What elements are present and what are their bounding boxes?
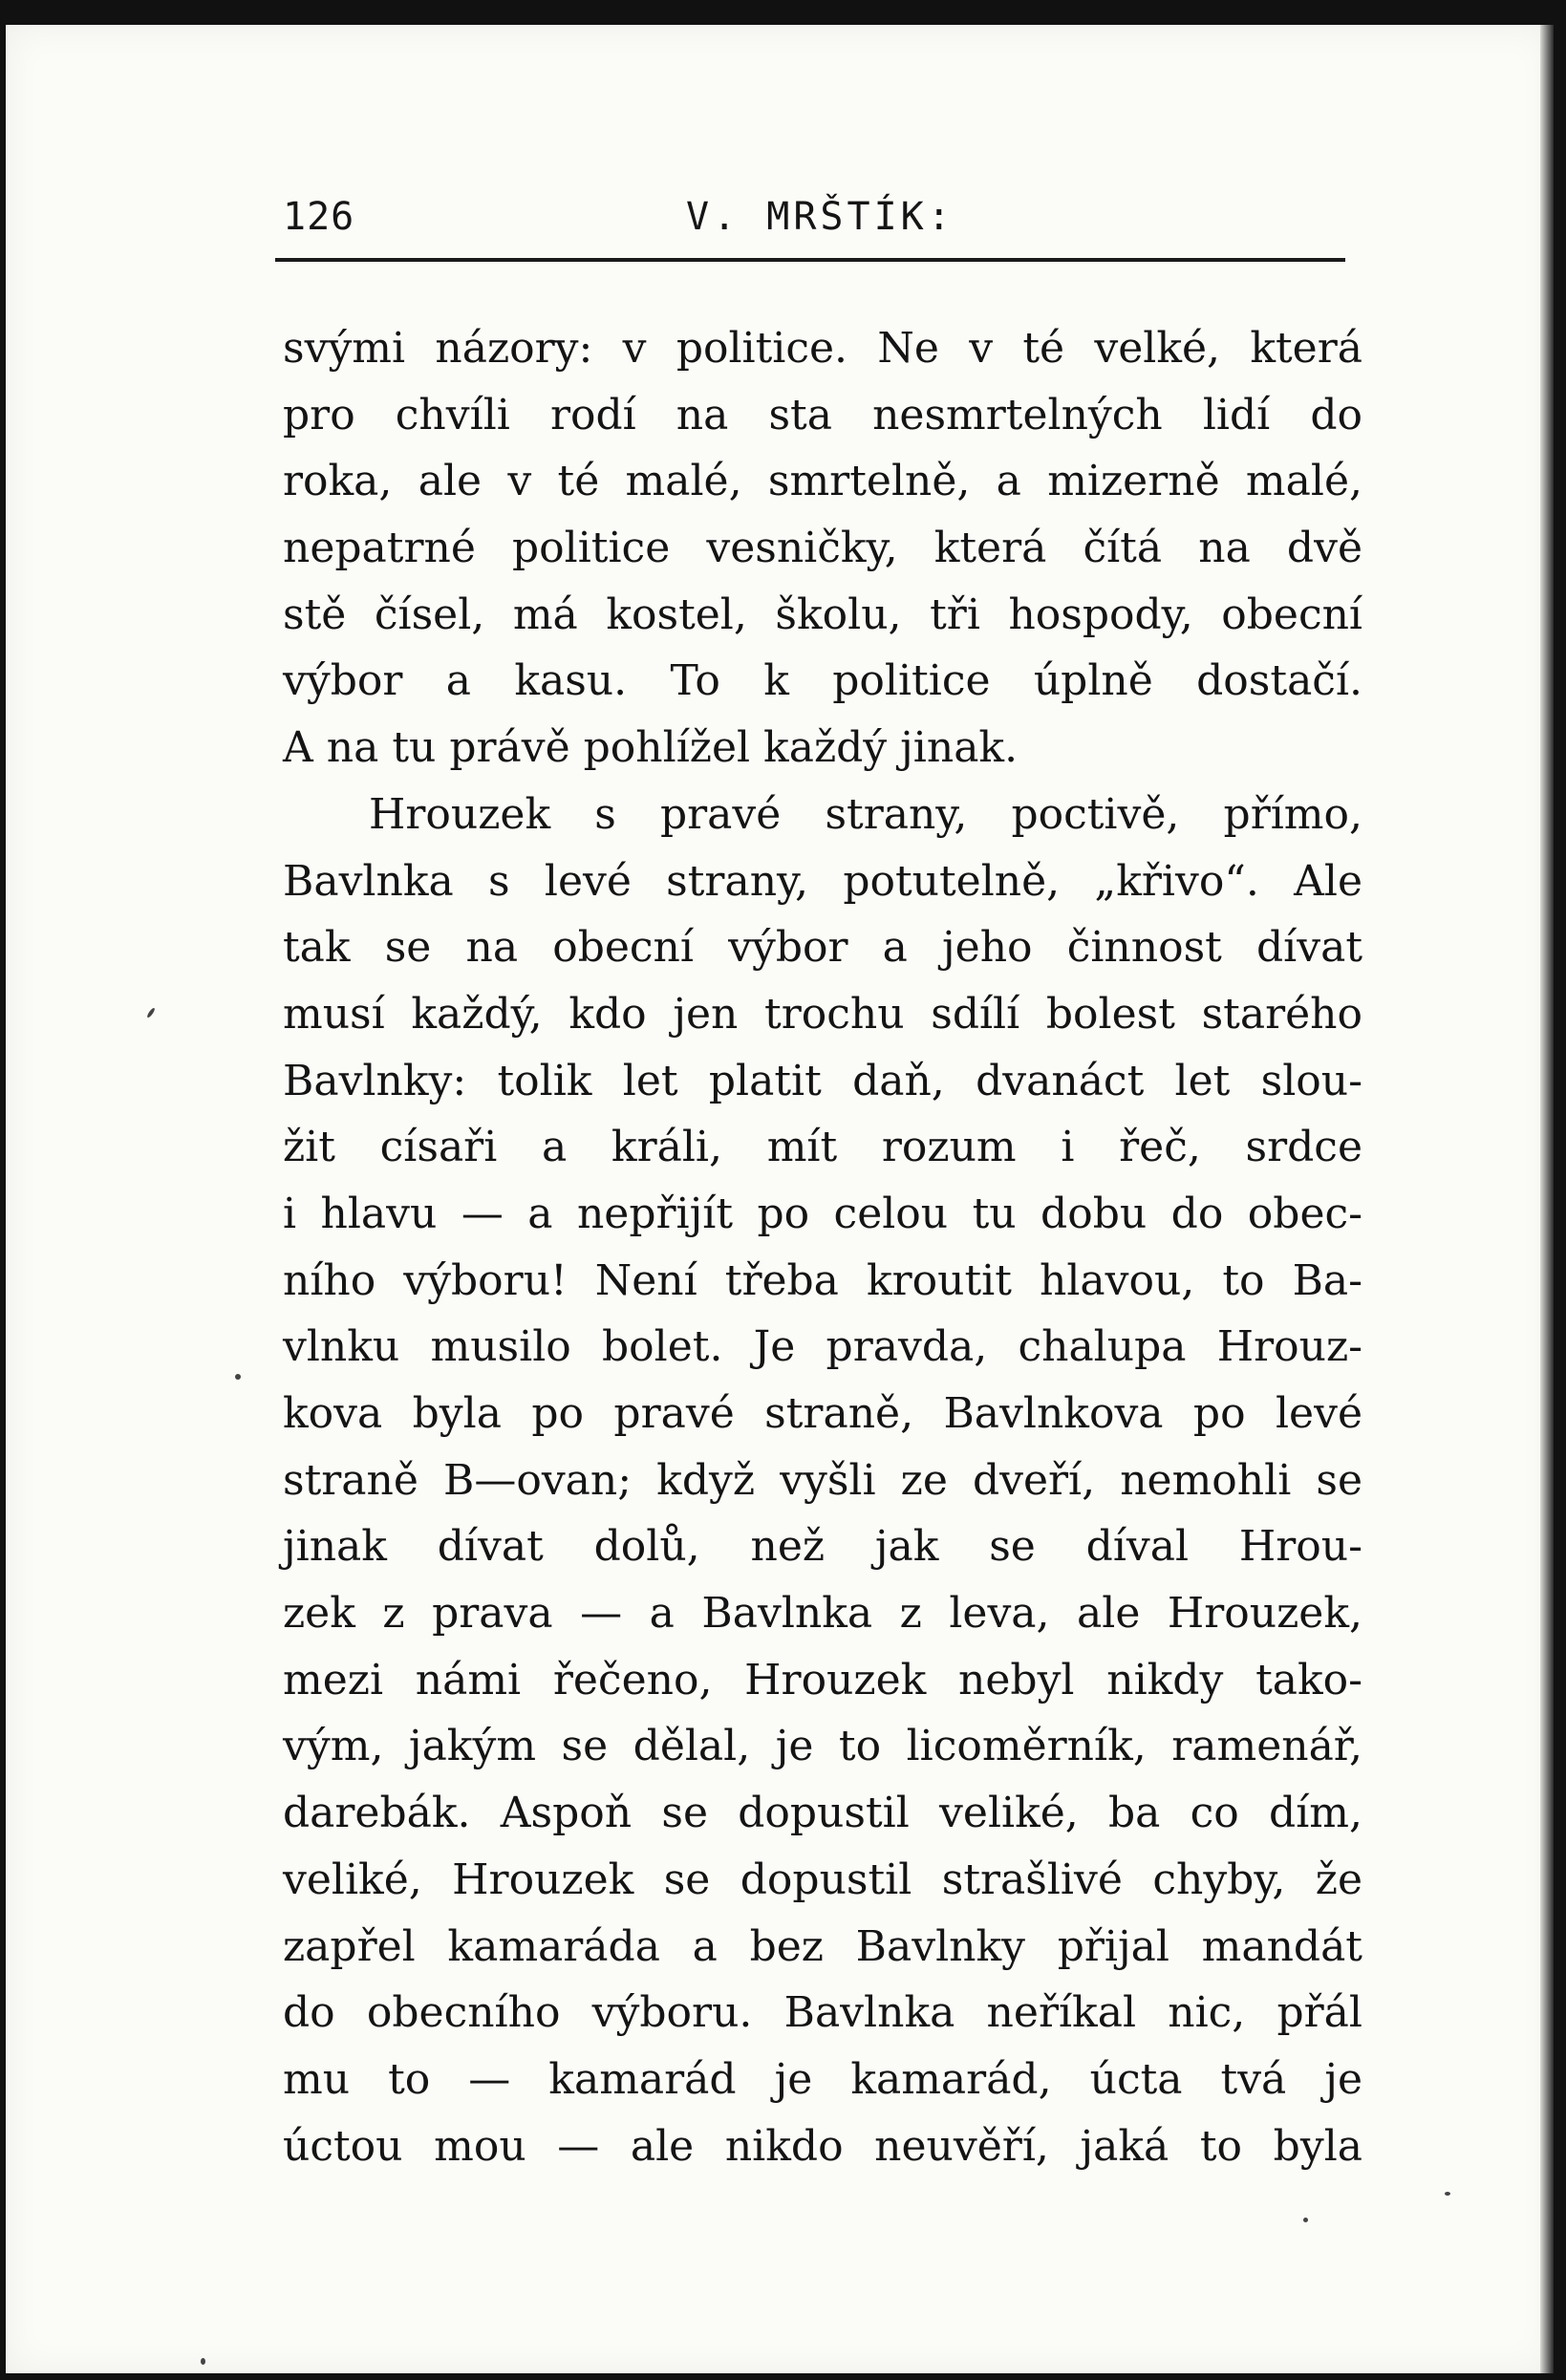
text-line: veliké, Hrouzek se dopustil strašlivé chyby, že: [283, 1855, 1362, 1904]
text-line: straně B—ovan; když vyšli ze dveří, nemohli se: [283, 1455, 1362, 1505]
text-line: tak se na obecní výbor a jeho činnost dívat: [283, 923, 1362, 973]
text-line: vlnku musilo bolet. Je pravda, chalupa Hrouz-: [283, 1322, 1362, 1372]
text-line: kova byla po pravé straně, Bavlnkova po levé: [283, 1389, 1362, 1438]
body-text: [283, 315, 1362, 2179]
text-line: svými názory: v politice. Ne v té velké, která: [283, 324, 1362, 373]
text-line: A na tu právě pohlížel každý jinak.: [283, 723, 1019, 773]
text-line: musí každý, kdo jen trochu sdílí bolest starého: [283, 989, 1362, 1039]
text-line: i hlavu — a nepřijít po celou tu dobu do obec-: [283, 1189, 1362, 1238]
text-line: mu to — kamarád je kamarád, úcta tvá je: [283, 2054, 1362, 2104]
paper-speck: [146, 1007, 156, 1018]
text-line: jinak dívat dolů, než jak se díval Hrou-: [283, 1522, 1362, 1572]
text-line: Hrouzek s pravé strany, poctivě, přímo,: [369, 789, 1362, 839]
text-line: nepatrné politice vesničky, která čítá na dvě: [283, 524, 1362, 573]
paper-speck: [1303, 2218, 1308, 2222]
page-edge: [1540, 25, 1554, 2373]
text-line: Bavlnka s levé strany, potutelně, „křivo“. Ale: [283, 856, 1362, 906]
paper-speck: [201, 2358, 205, 2365]
text-line: úctou mou — ale nikdo neuvěří, jaká to byla: [283, 2121, 1362, 2171]
text-line: výbor a kasu. To k politice úplně dostačí.: [283, 656, 1362, 706]
paper-speck: [235, 1374, 241, 1380]
book-page: [6, 25, 1554, 2373]
text-line: darebák. Aspoň se dopustil veliké, ba co dím,: [283, 1789, 1362, 1838]
page-number: 126: [283, 195, 355, 239]
text-line: zapřel kamaráda a bez Bavlnky přijal mandát: [283, 1921, 1362, 1971]
text-line: žit císaři a králi, mít rozum i řeč, srdce: [283, 1123, 1362, 1172]
text-line: pro chvíli rodí na sta nesmrtelných lidí do: [283, 390, 1362, 440]
text-line: do obecního výboru. Bavlnka neříkal nic, přál: [283, 1988, 1362, 2038]
paper-speck: [1445, 2192, 1450, 2196]
text-line: vým, jakým se dělal, je to licoměrník, ramenář,: [283, 1722, 1362, 1771]
running-head: V. MRŠTÍK:: [686, 195, 955, 239]
text-line: Bavlnky: tolik let platit daň, dvanáct let slou-: [283, 1056, 1362, 1105]
header-rule: [275, 258, 1345, 262]
text-line: stě čísel, má kostel, školu, tři hospody, obecní: [283, 590, 1362, 639]
text-line: ního výboru! Není třeba kroutit hlavou, to Ba-: [283, 1255, 1362, 1305]
page-header: [275, 166, 1345, 262]
text-line: zek z prava — a Bavlnka z leva, ale Hrouzek,: [283, 1589, 1362, 1639]
text-line: roka, ale v té malé, smrtelně, a mizerně malé,: [283, 457, 1362, 506]
text-line: mezi námi řečeno, Hrouzek nebyl nikdy tako-: [283, 1655, 1362, 1705]
